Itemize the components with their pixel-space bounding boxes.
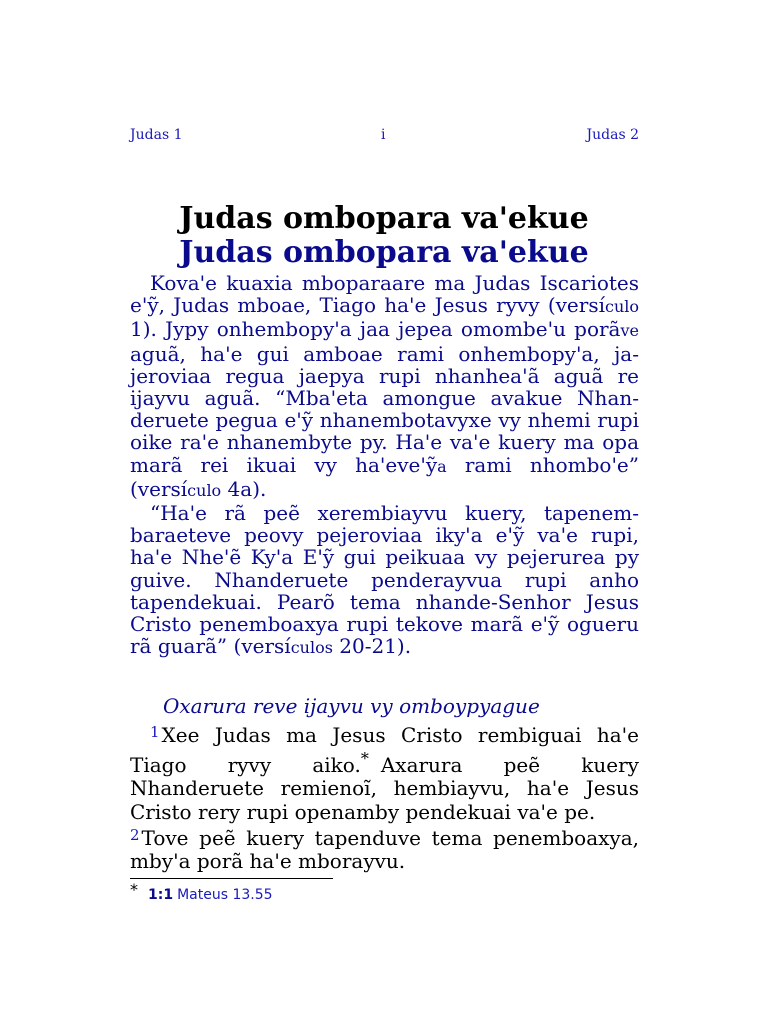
scripture-text <box>130 721 639 873</box>
footnote <box>130 880 639 903</box>
running-header <box>130 127 639 147</box>
verse <box>130 824 639 873</box>
footnote-text[interactable]: Mateus 13.55 <box>177 887 273 903</box>
footnote-divider <box>130 878 333 879</box>
verse-text: Axarura peẽ kuery Nhanderuete remienoĩ, hembiayvu, ha'e Jesus Cristo rery rupi openamby pendekuai va'e pe. <box>130 753 639 824</box>
footnote-reference[interactable]: 1:1 <box>148 887 174 903</box>
section-heading: Oxarura reve ijayvu vy omboypyague <box>163 694 540 718</box>
footnote-marker[interactable]: * <box>360 749 369 769</box>
book-title: Judas ombopara va'ekue <box>179 201 589 236</box>
intro-paragraph: “Ha'e rã peẽ xerembiayvu kuery, tapenem-baraeteve peovy pejeroviaa iky'a e'ỹ va'e rupi, ha'e Nhe'ẽ Ky'a E'ỹ gui peikuaa vy pejerurea py guive. Nhanderuete penderayvua rupi anho tapendekuai. Pearõ tema nhande-Senhor Jesus Cristo penemboaxya rupi tekove marã e'ỹ ogueru rã guarã” (versículos 20-21). <box>130 501 639 659</box>
intro-paragraph: Kova'e kuaxia mboparaare ma Judas Iscariotes e'ỹ, Judas mboae, Tiago ha'e Jesus ryvy (versículo 1). Jypy onhembopy'a jaa jepea omombe'u porãve aguã, ha'e gui amboae rami onhembopy'a, ja-jeroviaa regua jaepya rupi nhanhea'ã aguã re ijayvu aguã. “Mba'eta amongue avakue Nhan-deruete pegua e'ỹ nhanembotavyxe vy nhemi rupi oike ra'e nhanembyte py. Ha'e va'e kuery ma opa marã rei ikuai vy ha'eve'ỹa rami nhombo'e” (versículo 4a). <box>130 271 639 501</box>
header-left-reference: Judas 1 <box>130 127 183 143</box>
verse <box>130 721 639 824</box>
book-introduction <box>130 272 639 659</box>
verse-text: Xee Judas ma Jesus Cristo rembiguai ha'e Tiago ryvy aiko. <box>130 723 639 778</box>
header-right-reference: Judas 2 <box>586 127 639 143</box>
verse-number: 2 <box>130 825 140 844</box>
verse-text: Tove peẽ kuery tapenduve tema penemboaxya, mby'a porã ha'e mborayvu. <box>130 825 639 874</box>
book-title-secondary: Judas ombopara va'ekue <box>179 235 589 270</box>
header-page-number: i <box>381 127 386 143</box>
footnote-star: * <box>130 880 138 899</box>
verse-number: 1 <box>150 723 160 741</box>
